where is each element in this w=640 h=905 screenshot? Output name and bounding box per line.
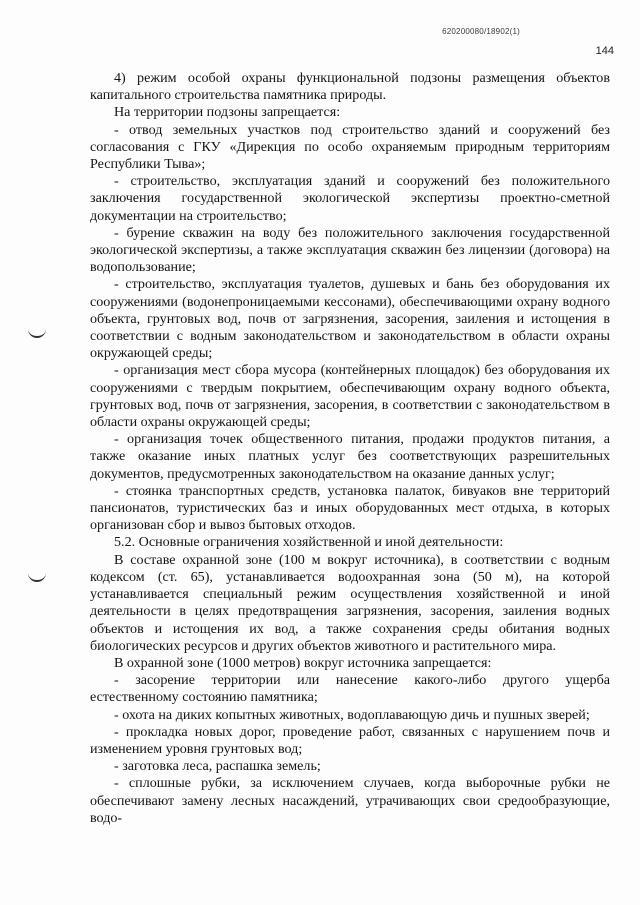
- list-item: - организация точек общественного питания, продажи продуктов питания, а также оказание иных платных услуг без соответствующих разрешительных документов, предусмотренных законодательством на оказание данных услуг;: [90, 431, 610, 482]
- list-item: - засорение территории или нанесение какого-либо другого ущерба естественному состоянию памятника;: [90, 672, 610, 706]
- list-item: - заготовка леса, распашка земель;: [114, 758, 321, 775]
- page-number: 144: [595, 45, 614, 57]
- list-item: - бурение скважин на воду без положительного заключения государственной экологической экспертизы, а также эксплуатация скважин без лицензии (договора) на водопользование;: [90, 224, 610, 276]
- paragraph: 4) режим особой охраны функциональной подзоны размещения объектов капитального строительства памятника природы.: [90, 70, 610, 104]
- list-item: - стоянка транспортных средств, установка палаток, бивуаков вне территорий пансионатов, туристических баз и иных оборудованных мест отдыха, в которых организован сбор и вывоз бытовых отходов.: [90, 482, 610, 534]
- list-item: - сплошные рубки, за исключением случаев, когда выборочные рубки не обеспечивают замену лесных насаждений, утрачивающих свои средообразующие, водо-: [90, 775, 610, 826]
- paragraph: На территории подзоны запрещается:: [114, 104, 341, 121]
- document-number: 620200080/18902(1): [442, 27, 520, 36]
- paragraph: В охранной зоне (1000 метров) вокруг источника запрещается:: [114, 654, 492, 671]
- section-heading: 5.2. Основные ограничения хозяйственной и иной деятельности:: [114, 534, 504, 551]
- document-body: [90, 70, 610, 827]
- margin-binding-mark: [28, 328, 46, 338]
- list-item: - строительство, эксплуатация туалетов, душевых и бань без оборудования их сооружениями (водонепроницаемыми кессонами), обеспечивающими охрану водного объекта, грунтовых вод, почв от загрязнения, засорения, заиления и истощения в соответствии с водным законодательством и законодательством в области охраны окружающей среды;: [90, 276, 610, 362]
- list-item: - строительство, эксплуатация зданий и сооружений без положительного заключения государственной экологической экспертизы проектно-сметной документации на строительство;: [90, 173, 610, 224]
- list-item: - прокладка новых дорог, проведение работ, связанных с нарушением почв и изменением уровня грунтовых вод;: [90, 723, 610, 757]
- paragraph: В составе охранной зоне (100 м вокруг источника), в соответствии с водным кодексом (ст. 65), устанавливается водоохранная зона (50 м), на которой устанавливается специальный режим осуществления хозяйственной и иной деятельности в целях предотвращения загрязнения, засорения, заиления водных объектов и истощения их вод, а также сохранения среды обитания водных биологических ресурсов и других объектов животного и растительного мира.: [90, 551, 610, 654]
- margin-binding-mark: [28, 572, 46, 582]
- list-item: - организация мест сбора мусора (контейнерных площадок) без оборудования их сооружениями с твердым покрытием, обеспечивающим охрану водного объекта, грунтовых вод, почв от загрязнения, засорения, в соответствии с законодательством в области охраны окружающей среды;: [90, 362, 610, 431]
- list-item: - охота на диких копытных животных, водоплавающую дичь и пушных зверей;: [114, 706, 590, 723]
- list-item: - отвод земельных участков под строительство зданий и сооружений без согласования с ГКУ «Дирекция по особо охраняемым природным территориям Республики Тыва»;: [90, 121, 610, 173]
